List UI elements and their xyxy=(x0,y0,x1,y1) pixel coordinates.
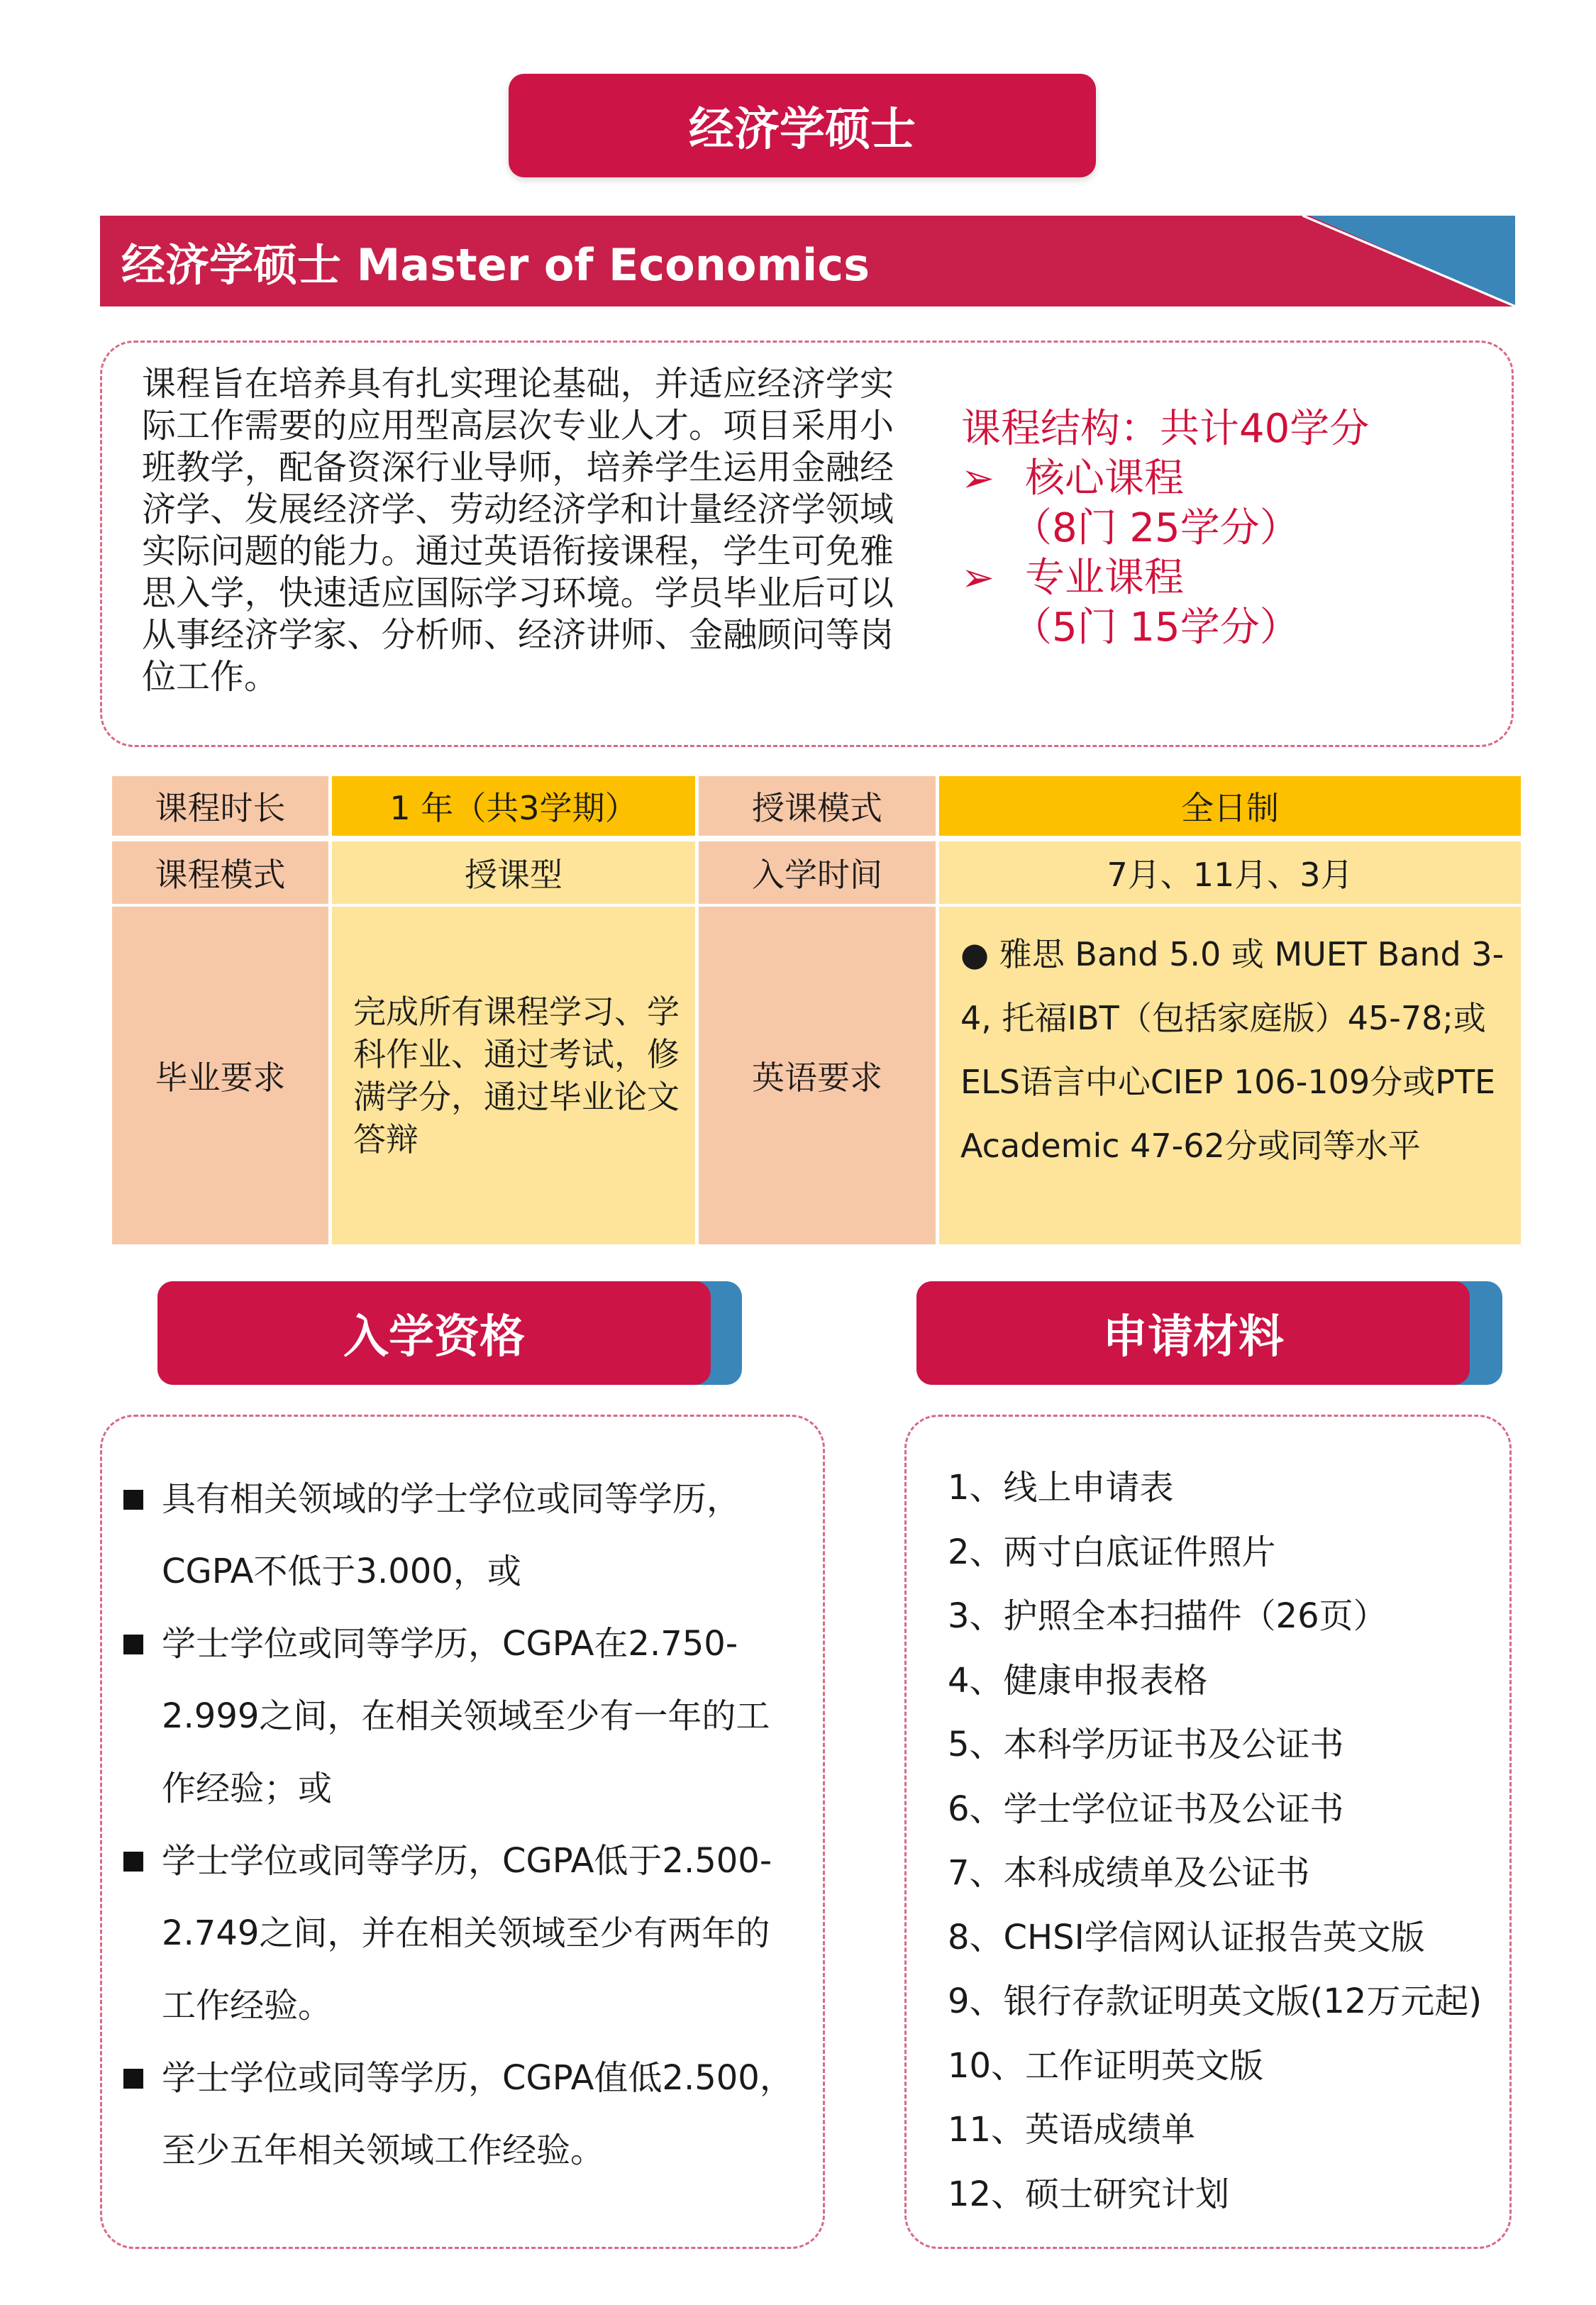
english-value: ● 雅思 Band 5.0 或 MUET Band 3-4, 托福IBT（包括家庭版）45-78;或ELS语言中心CIEP 106-109分或PTE Academic 47-62分或同等水平 xyxy=(939,907,1521,1244)
eligibility-text: 学士学位或同等学历，CGPA低于2.500-2.749之间，并在相关领域至少有两年的工作经验。 xyxy=(162,1841,772,2025)
structure-item-detail: （5门 15学分） xyxy=(1012,604,1299,651)
materials-list xyxy=(948,1456,1508,2226)
structure-item-name: 专业课程 xyxy=(1025,555,1184,601)
list-item xyxy=(122,1608,803,1825)
list-item: 6、学士学位证书及公证书 xyxy=(948,1789,1344,1829)
eligibility-text: 学士学位或同等学历，CGPA值低2.500，至少五年相关领域工作经验。 xyxy=(162,2058,794,2170)
list-item xyxy=(122,2042,803,2187)
duration-label: 课程时长 xyxy=(112,776,328,836)
square-bullet-icon xyxy=(123,2069,143,2089)
banner-divider-line xyxy=(1302,216,1515,306)
materials-header xyxy=(916,1281,1502,1385)
program-description: 课程旨在培养具有扎实理论基础，并适应经济学实际工作需要的应用型高层次专业人才。项目采用小班教学，配备资深行业导师，培养学生运用金融经济学、发展经济学、劳动经济学和计量经济学领域实际问题的能力。通过英语衔接课程，学生可免雅思入学，快速适应国际学习环境。学员毕业后可以从事经济学家、分析师、经济讲师、金融顾问等岗位工作。 xyxy=(142,364,894,697)
list-item: 11、英语成绩单 xyxy=(948,2110,1196,2150)
page-title: 经济学硕士 xyxy=(509,74,1096,177)
list-item: 3、护照全本扫描件（26页） xyxy=(948,1596,1387,1636)
english-label: 英语要求 xyxy=(699,907,936,1244)
eligibility-title: 入学资格 xyxy=(157,1281,711,1385)
teaching-mode-value: 全日制 xyxy=(939,776,1521,836)
list-item: 9、银行存款证明英文版(12万元起) xyxy=(948,1981,1483,2021)
arrow-right-icon: ➢ xyxy=(961,455,994,502)
list-item: 2、两寸白底证件照片 xyxy=(948,1532,1276,1572)
arrow-right-icon: ➢ xyxy=(961,555,994,601)
course-structure xyxy=(961,404,1458,653)
list-item: 5、本科学历证书及公证书 xyxy=(948,1725,1344,1764)
structure-heading: 课程结构：共计40学分 xyxy=(961,406,1370,452)
graduation-label: 毕业要求 xyxy=(112,907,328,1244)
structure-item-major xyxy=(961,553,1458,603)
square-bullet-icon xyxy=(123,1490,143,1510)
intake-value: 7月、11月、3月 xyxy=(939,841,1521,904)
square-bullet-icon xyxy=(123,1635,143,1654)
eligibility-list xyxy=(122,1463,803,2187)
list-item: 8、CHSI学信网认证报告英文版 xyxy=(948,1917,1425,1957)
eligibility-text: 具有相关领域的学士学位或同等学历，CGPA不低于3.000，或 xyxy=(162,1479,741,1591)
banner-title: 经济学硕士 Master of Economics xyxy=(121,238,870,291)
eligibility-header xyxy=(157,1281,742,1385)
teaching-mode-label: 授课模式 xyxy=(699,776,936,836)
list-item: 7、本科成绩单及公证书 xyxy=(948,1853,1310,1893)
materials-title: 申请材料 xyxy=(916,1281,1470,1385)
list-item: 12、硕士研究计划 xyxy=(948,2174,1230,2214)
course-type-label: 课程模式 xyxy=(112,841,328,904)
duration-value: 1 年（共3学期） xyxy=(332,776,695,836)
list-item: 10、工作证明英文版 xyxy=(948,2045,1264,2086)
list-item: 1、线上申请表 xyxy=(948,1468,1174,1508)
course-type-value: 授课型 xyxy=(332,841,695,904)
list-item: 4、健康申报表格 xyxy=(948,1660,1208,1701)
structure-item-name: 核心课程 xyxy=(1025,455,1184,502)
intake-label: 入学时间 xyxy=(699,841,936,904)
graduation-value: 完成所有课程学习、学科作业、通过考试，修满学分，通过毕业论文答辩 xyxy=(332,907,695,1244)
list-item xyxy=(122,1825,803,2042)
list-item xyxy=(122,1463,803,1608)
square-bullet-icon xyxy=(123,1852,143,1872)
structure-item-detail: （8门 25学分） xyxy=(1012,505,1299,551)
eligibility-text: 学士学位或同等学历，CGPA在2.750-2.999之间，在相关领域至少有一年的工作经验；或 xyxy=(162,1624,770,1808)
program-banner xyxy=(100,216,1515,306)
structure-item-core xyxy=(961,454,1458,504)
